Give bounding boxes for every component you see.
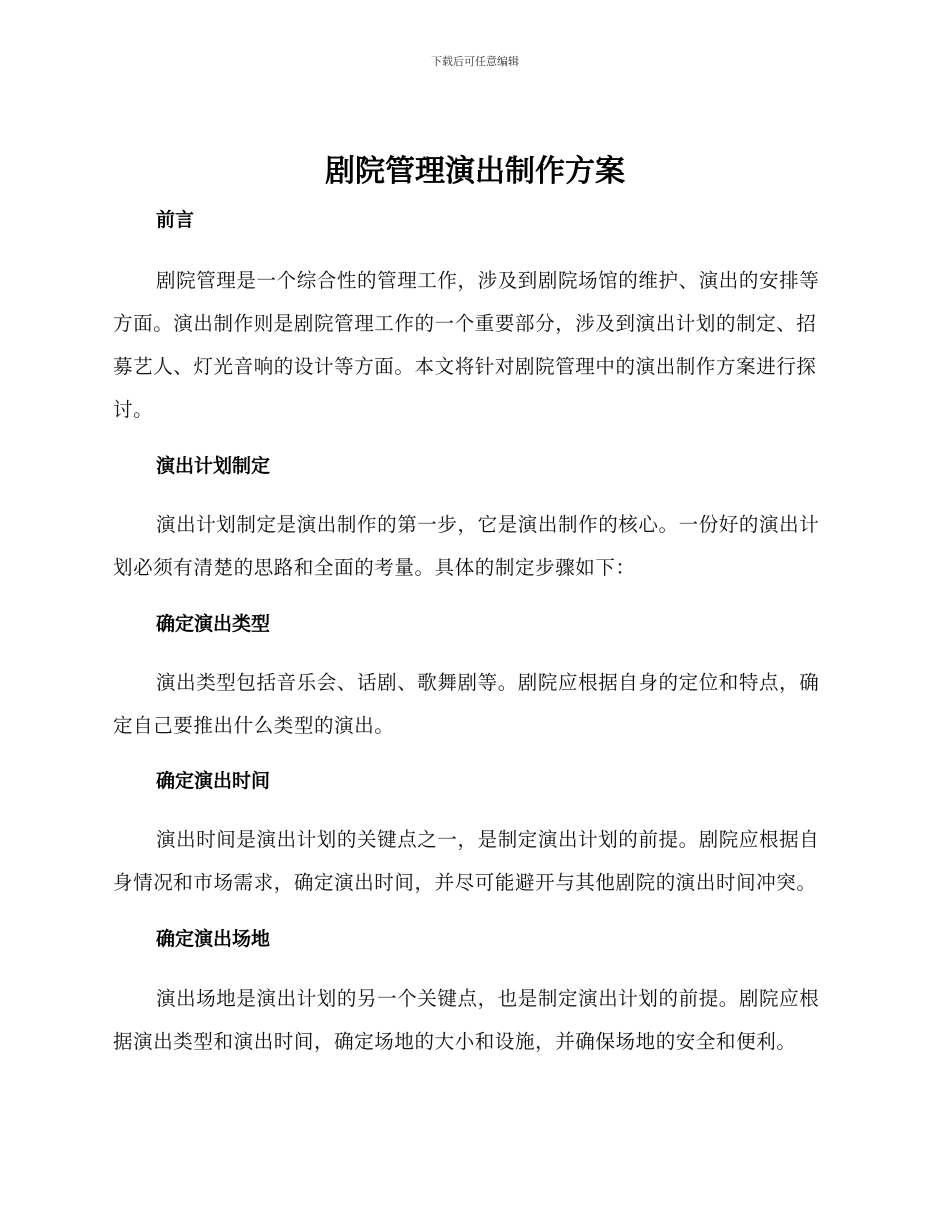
paragraph-preface: 剧院管理是一个综合性的管理工作，涉及到剧院场馆的维护、演出的安排等方面。演出制作则是剧院管理工作的一个重要部分，涉及到演出计划的制定、招募艺人、灯光音响的设计等方面。本文将针对剧院管理中的演出制作方案进行探讨。 bbox=[113, 269, 820, 421]
section-heading-venue: 确定演出场地 bbox=[156, 928, 271, 950]
paragraph-time: 演出时间是演出计划的关键点之一，是制定演出计划的前提。剧院应根据自身情况和市场需求，确定演出时间，并尽可能避开与其他剧院的演出时间冲突。 bbox=[113, 828, 820, 894]
paragraph-venue: 演出场地是演出计划的另一个关键点，也是制定演出计划的前提。剧院应根据演出类型和演出时间，确定场地的大小和设施，并确保场地的安全和便利。 bbox=[113, 987, 820, 1053]
paragraph-type: 演出类型包括音乐会、话剧、歌舞剧等。剧院应根据自身的定位和特点，确定自己要推出什么类型的演出。 bbox=[113, 671, 820, 737]
document-body bbox=[113, 200, 833, 1063]
document-title: 剧院管理演出制作方案 bbox=[325, 154, 625, 189]
section-heading-preface: 前言 bbox=[156, 209, 195, 231]
section-heading-plan: 演出计划制定 bbox=[156, 455, 271, 477]
paragraph-plan: 演出计划制定是演出制作的第一步，它是演出制作的核心。一份好的演出计划必须有清楚的思路和全面的考量。具体的制定步骤如下： bbox=[113, 513, 820, 579]
section-heading-time: 确定演出时间 bbox=[156, 770, 271, 792]
header-note: 下载后可任意编辑 bbox=[431, 55, 519, 68]
section-heading-type: 确定演出类型 bbox=[156, 613, 271, 635]
